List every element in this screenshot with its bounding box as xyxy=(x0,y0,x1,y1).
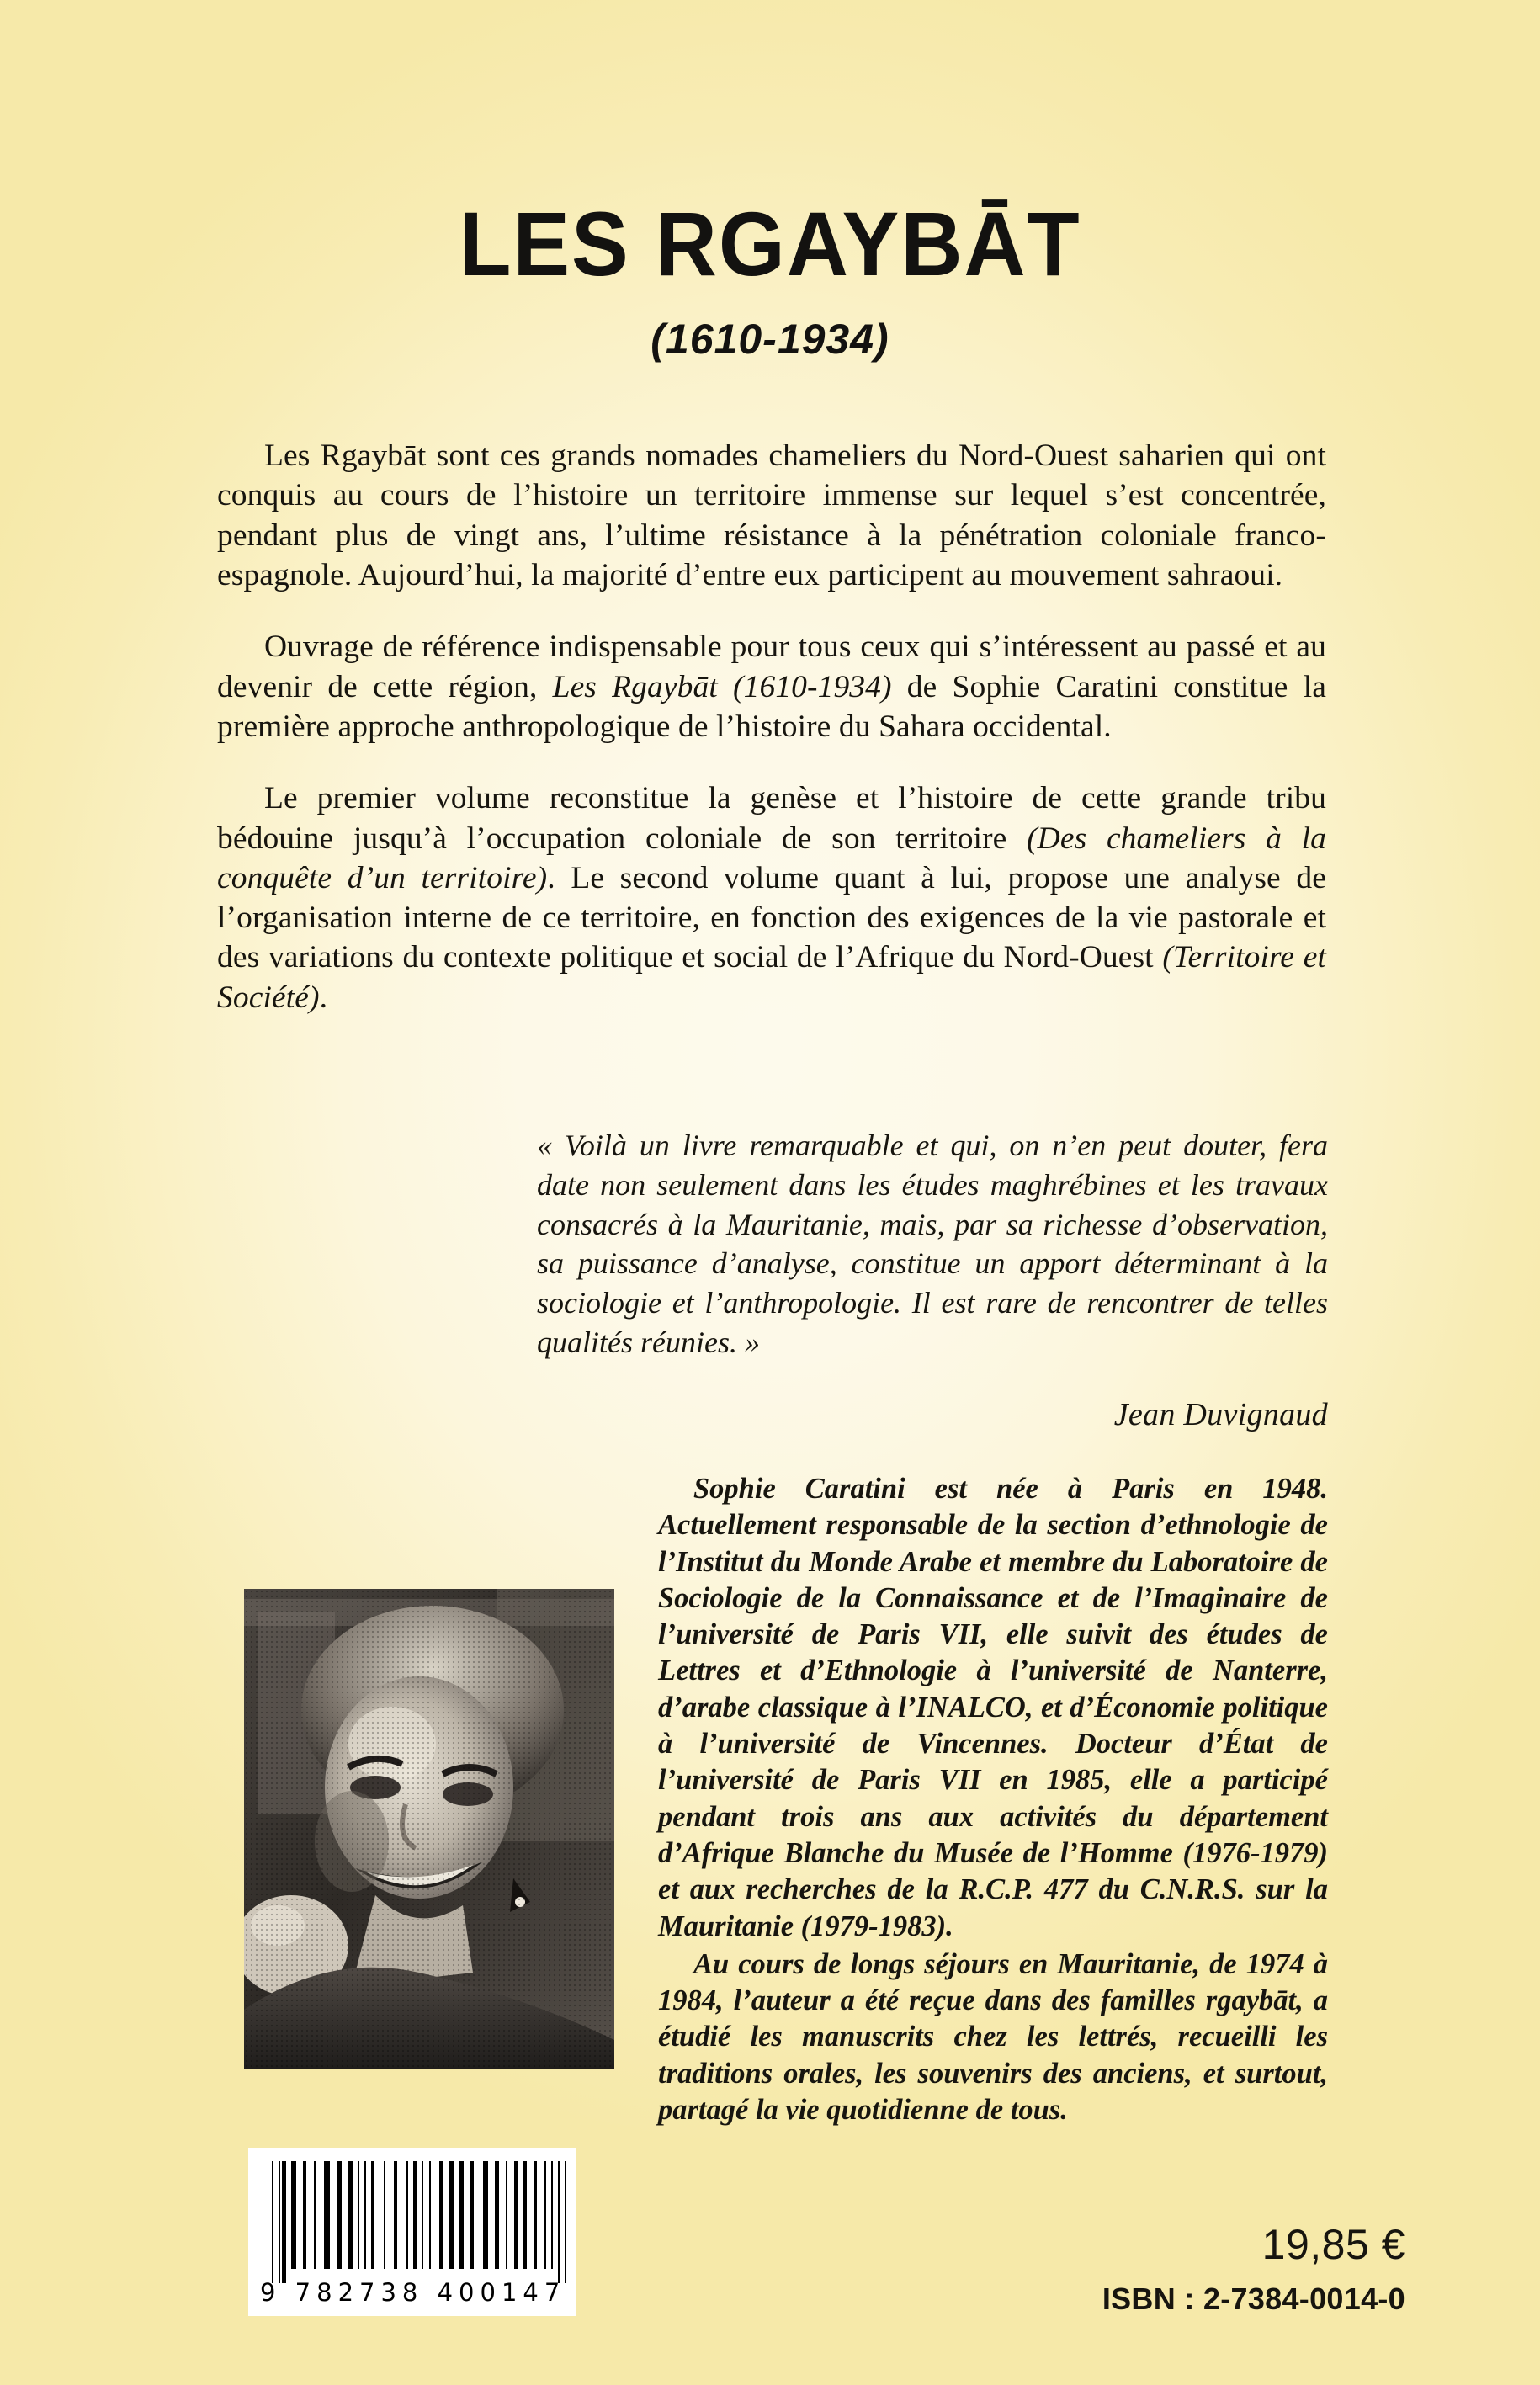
barcode-bar xyxy=(279,2161,280,2283)
barcode-bar xyxy=(509,2161,512,2269)
barcode-bar xyxy=(501,2161,504,2269)
barcode-bar xyxy=(539,2161,542,2269)
barcode-bar xyxy=(384,2161,385,2269)
barcode-bar xyxy=(410,2161,412,2269)
barcode-bar xyxy=(317,2161,322,2269)
pull-quote xyxy=(537,1126,1328,1433)
isbn-label: ISBN : 2-7384-0014-0 xyxy=(1102,2281,1405,2316)
barcode-bar xyxy=(272,2161,273,2283)
barcode-bar xyxy=(455,2161,457,2269)
barcode-bar xyxy=(565,2161,566,2283)
barcode-bar xyxy=(406,2161,408,2269)
barcode-bar xyxy=(314,2161,316,2269)
barcode-bars xyxy=(272,2161,568,2283)
barcode-bar xyxy=(444,2161,448,2269)
bio-paragraph-1: Sophie Caratini est née à Paris en 1948. Actuellement responsable de la section d’ethnologie de l’Institut du Monde Arabe et membre du Laboratoire de Sociologie de la Connaissance et de l’Imaginaire de l’université de Paris VII, elle suivit des études de Lettres et d’Ethnologie à l’université de Nanterre, d’arabe classique à l’INALCO, et d’Économie politique à l’université de Vincennes. Docteur d’État de l’université de Paris VII en 1985, elle a participé pendant trois ans aux activités du département d’Afrique Blanche du Musée de l’Homme (1976-1979) et aux recherches de la R.C.P. 477 du C.N.R.S. sur la Mauritanie (1979-1983). xyxy=(658,1473,1328,1942)
barcode-inner xyxy=(248,2148,576,2316)
barcode-bar xyxy=(528,2161,532,2269)
barcode-bar xyxy=(425,2161,427,2269)
barcode-bar xyxy=(413,2161,417,2269)
quote-text: « Voilà un livre remarquable et qui, on n’en peut douter, fera date non seulement dans les études maghrébines et les travaux consacrés à la Mauritanie, mais, par sa richesse d’observation, sa puissance d’analyse, constitue un apport déterminant à la sociologie et l’anthropologie. Il est rare de rencontrer de telles qualités réunies. » xyxy=(537,1129,1328,1359)
barcode-bar xyxy=(483,2161,488,2269)
barcode-bar xyxy=(470,2161,474,2269)
barcode-bar xyxy=(439,2161,443,2269)
barcode-bar xyxy=(558,2161,560,2283)
bio-paragraph-2: Au cours de longs séjours en Mauritanie, de 1974 à 1984, l’auteur a été reçue dans des familles rgaybāt, a étudié les manuscrits chez les lettrés, recueilli les traditions orales, les souvenirs des anciens, et surtout, partagé la vie quotidienne de tous. xyxy=(658,1947,1328,2127)
barcode-bar xyxy=(555,2161,556,2283)
barcode-bar xyxy=(399,2161,404,2269)
barcode-bar xyxy=(429,2161,431,2269)
barcode-bar xyxy=(282,2161,285,2283)
barcode-bar xyxy=(519,2161,521,2269)
barcode-bar xyxy=(298,2161,301,2269)
barcode-bar xyxy=(308,2161,311,2269)
barcode-bar xyxy=(561,2161,563,2283)
author-photo xyxy=(244,1589,614,2069)
barcode-bar xyxy=(358,2161,359,2269)
barcode-bar xyxy=(523,2161,527,2269)
author-portrait-image xyxy=(244,1589,614,2069)
barcode-bar xyxy=(551,2161,553,2269)
barcode-bar xyxy=(376,2161,381,2269)
barcode-bar xyxy=(534,2161,537,2269)
barcode-bar xyxy=(371,2161,374,2269)
price-label: 19,85 € xyxy=(1261,2221,1405,2268)
paragraph-intro: Les Rgaybāt sont ces grands nomades chameliers du Nord-Ouest saharien qui ont conquis au cours de l’histoire un territoire immense sur lequel s’est concentrée, pendant plus de vingt ans, l’ultime résistance à la pénétration coloniale franco-espagnole. Aujourd’hui, la majorité d’entre eux participent au mouvement sahraoui. xyxy=(217,438,1326,592)
barcode-bar xyxy=(495,2161,498,2269)
barcode xyxy=(248,2148,576,2316)
barcode-bar xyxy=(303,2161,306,2269)
barcode-bar xyxy=(548,2161,550,2269)
barcode-bar xyxy=(337,2161,342,2269)
paragraph-volumes: Le premier volume reconstitue la genèse et l’histoire de cette grande tribu bédouine jusqu’à l’occupation coloniale de son territoire (Des chameliers à la conquête d’un territoire). Le second volume quant à lui, propose une analyse de l’organisation interne de ce territoire, en fonction des exigences de la vie pastorale et des variations du contexte politique et social de l’Afrique du Nord-Ouest (Territoire et Société). xyxy=(217,781,1327,1015)
barcode-bar xyxy=(348,2161,352,2269)
barcode-bar xyxy=(459,2161,464,2269)
barcode-bar xyxy=(361,2161,363,2269)
barcode-bar xyxy=(465,2161,469,2269)
barcode-bar xyxy=(275,2161,277,2283)
barcode-bar xyxy=(418,2161,420,2269)
barcode-bar xyxy=(354,2161,356,2269)
barcode-bar xyxy=(368,2161,369,2269)
barcode-bar xyxy=(364,2161,366,2269)
title-date-range: (1610-1934) xyxy=(651,316,889,363)
barcode-bar xyxy=(544,2161,545,2269)
author-biography xyxy=(658,1471,1328,2128)
quote-attribution: Jean Duvignaud xyxy=(1113,1396,1328,1432)
barcode-bar xyxy=(506,2161,507,2269)
barcode-bar xyxy=(514,2161,518,2269)
barcode-bar xyxy=(422,2161,423,2269)
barcode-bar xyxy=(343,2161,347,2269)
barcode-bar xyxy=(433,2161,434,2269)
barcode-bar xyxy=(475,2161,481,2269)
price-isbn-block xyxy=(1102,2222,1405,2317)
page-title: LES RGAYBĀT xyxy=(459,193,1081,295)
blurb-column xyxy=(217,436,1326,1017)
barcode-bar xyxy=(387,2161,392,2269)
barcode-digits: 9 782738 400147 xyxy=(260,2278,566,2307)
barcode-bar xyxy=(436,2161,438,2269)
paragraph-reference: Ouvrage de référence indispensable pour tous ceux qui s’intéressent au passé et au devenir de cette région, Les Rgaybāt (1610-1934) de Sophie Caratini constitue la première approche anthropologique de l’histoire du Sahara occidental. xyxy=(217,629,1326,744)
barcode-bar xyxy=(288,2161,289,2269)
barcode-bar xyxy=(449,2161,453,2269)
barcode-bar xyxy=(332,2161,335,2269)
barcode-bar xyxy=(394,2161,397,2269)
barcode-bar xyxy=(490,2161,493,2269)
title-block xyxy=(0,193,1540,363)
barcode-bar xyxy=(324,2161,329,2269)
barcode-bar xyxy=(291,2161,296,2269)
